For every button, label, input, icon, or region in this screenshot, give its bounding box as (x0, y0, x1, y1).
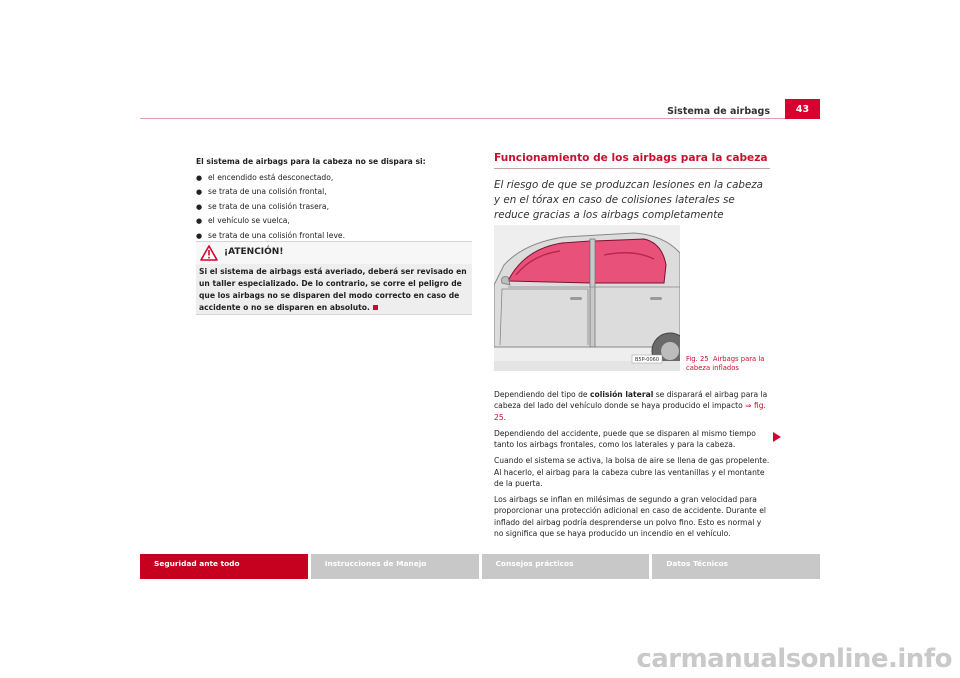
list-item: ● se trata de una colisión trasera, (196, 200, 472, 215)
body-paragraph: Dependiendo del accidente, puede que se disparen al mismo tiempo tanto los airbags frontales, como los laterales y para la cabeza. (494, 428, 756, 450)
list-item: ● se trata de una colisión frontal leve. (196, 229, 472, 244)
header-rule (140, 118, 820, 119)
body-text-run: Dependiendo del tipo de (494, 390, 591, 399)
section-intro: El riesgo de que se produzcan lesiones en la cabeza y en el tórax en caso de colisiones laterales se reduce gracias a los airbags completamente (494, 179, 763, 221)
body-paragraph: Cuando el sistema se activa, la bolsa de aire se llena de gas propelente. Al hacerlo, el airbag para la cabeza cubre las ventanillas y el montante de la puerta. (494, 456, 770, 489)
footer-tab-consejos[interactable]: Consejos prácticos (482, 554, 650, 579)
warning-text-block (196, 264, 472, 314)
section-body (494, 389, 770, 544)
body-paragraph (494, 389, 770, 423)
list-item: ● se trata de una colisión frontal, (196, 185, 472, 200)
next-page-arrow-icon[interactable] (772, 431, 782, 443)
footer-tab-seguridad[interactable]: Seguridad ante todo (140, 554, 308, 579)
watermark: carmanualsonline.info (636, 644, 952, 674)
warning-box (196, 241, 472, 315)
figure-code: B5P-0060 (634, 357, 660, 363)
page-header-title: Sistema de airbags (667, 106, 770, 117)
body-paragraph: Los airbags se inflan en milésimas de segundo a gran velocidad para proporcionar una protección adicional en caso de accidente. Durante el inflado del airbag podría desprenderse un polvo fino. Esto es normal y no significa que se haya producido un incendio en el vehículo. (494, 495, 767, 539)
body-text-run: se disparará el airbag para la cabeza del lado del vehículo donde se haya producido el impacto (494, 390, 768, 411)
footer-tab-instrucciones[interactable]: Instrucciones de Manejo (311, 554, 479, 579)
side-collision-term: colisión lateral (590, 390, 654, 399)
section-end-icon (373, 305, 378, 310)
warning-title: ¡ATENCIÓN! (224, 247, 284, 257)
warning-header (196, 242, 472, 264)
figure-car-illustration (494, 225, 680, 371)
body-text-run: . (503, 412, 507, 422)
list-item: ● el vehículo se vuelca, (196, 214, 472, 229)
page-number: 43 (785, 99, 820, 119)
not-triggered-lead: El sistema de airbags para la cabeza no se dispara si: (196, 157, 426, 166)
figure-caption-label: Fig. 25 (686, 355, 709, 363)
figure-caption (686, 355, 776, 372)
section-title: Funcionamiento de los airbags para la cabeza (494, 152, 768, 164)
car-side-airbags-illustration (494, 225, 680, 371)
left-column (196, 155, 472, 244)
warning-triangle-icon (200, 245, 218, 261)
section-rule (494, 168, 770, 169)
not-triggered-list (196, 171, 472, 244)
footer-nav (140, 554, 820, 579)
figure-reference-link[interactable]: ⇒ fig. 25 (494, 401, 766, 422)
warning-text: Si el sistema de airbags está averiado, deberá ser revisado en un taller especializado. De lo contrario, se corre el peligro de que los airbags no se disparen del modo correcto en caso de accidente o no se disparen en absoluto. (199, 267, 467, 312)
footer-tab-datos[interactable]: Datos Técnicos (652, 554, 820, 579)
figure-caption-text: Airbags para la cabeza inflados (686, 355, 765, 372)
list-item: ● el encendido está desconectado, (196, 171, 472, 186)
